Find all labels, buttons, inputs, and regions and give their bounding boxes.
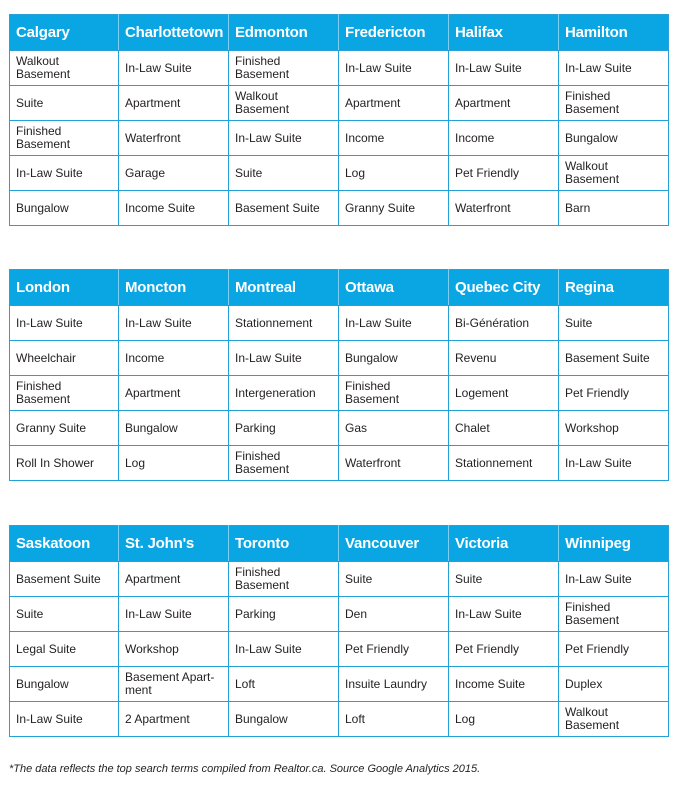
header-row xyxy=(10,270,669,306)
table-cell: Apartment xyxy=(119,86,229,121)
table-cell: Granny Suite xyxy=(10,411,119,446)
table-cell: In-Law Suite xyxy=(10,156,119,191)
table-cell: Loft xyxy=(339,702,449,737)
table-cell: Granny Suite xyxy=(339,191,449,226)
table-cell: Income Suite xyxy=(119,191,229,226)
table-row xyxy=(10,51,669,86)
table-cell: In-Law Suite xyxy=(449,51,559,86)
table-cell: Stationnement xyxy=(449,446,559,481)
table-cell: Bungalow xyxy=(10,191,119,226)
city-header: Winnipeg xyxy=(559,526,669,562)
table-cell: Finished Basement xyxy=(559,86,669,121)
table-row xyxy=(10,86,669,121)
table-cell: Basement Suite xyxy=(559,341,669,376)
table-cell: Finished Basement xyxy=(229,51,339,86)
table-cell: Walkout Basement xyxy=(10,51,119,86)
table-cell: Apartment xyxy=(339,86,449,121)
table-cell: In-Law Suite xyxy=(119,306,229,341)
table-cell: Log xyxy=(119,446,229,481)
table-cell: Income xyxy=(339,121,449,156)
table-cell: Walkout Basement xyxy=(559,702,669,737)
table-cell: Workshop xyxy=(559,411,669,446)
city-header: Toronto xyxy=(229,526,339,562)
table-row xyxy=(10,632,669,667)
city-header: Calgary xyxy=(10,15,119,51)
table-cell: Pet Friendly xyxy=(449,156,559,191)
table-cell: In-Law Suite xyxy=(339,306,449,341)
table-cell: Legal Suite xyxy=(10,632,119,667)
table-cell: In-Law Suite xyxy=(10,702,119,737)
city-header: Halifax xyxy=(449,15,559,51)
table-cell: In-Law Suite xyxy=(229,121,339,156)
city-header: Ottawa xyxy=(339,270,449,306)
table-cell: Bungalow xyxy=(339,341,449,376)
table-cell: Log xyxy=(449,702,559,737)
city-header: Montreal xyxy=(229,270,339,306)
table-cell: Bungalow xyxy=(229,702,339,737)
table-cell: Suite xyxy=(229,156,339,191)
table-row xyxy=(10,191,669,226)
table-cell: Walkout Basement xyxy=(559,156,669,191)
table-cell: Bungalow xyxy=(559,121,669,156)
city-header: St. John's xyxy=(119,526,229,562)
table-cell: Suite xyxy=(10,86,119,121)
table-row xyxy=(10,376,669,411)
footnote: *The data reflects the top search terms compiled from Realtor.ca. Source Google Analytics 2015. xyxy=(9,763,481,775)
table-cell: Parking xyxy=(229,411,339,446)
city-header: Moncton xyxy=(119,270,229,306)
table-cell: Income xyxy=(449,121,559,156)
table-cell: Apartment xyxy=(119,562,229,597)
table-row xyxy=(10,156,669,191)
table-cell: Duplex xyxy=(559,667,669,702)
table-cell: Log xyxy=(339,156,449,191)
table-cell: Income xyxy=(119,341,229,376)
table-cell: In-Law Suite xyxy=(119,51,229,86)
table-cell: Pet Friendly xyxy=(339,632,449,667)
table-cell: In-Law Suite xyxy=(10,306,119,341)
table-cell: Basement Suite xyxy=(10,562,119,597)
table-row xyxy=(10,446,669,481)
table-cell: Finished Basement xyxy=(10,121,119,156)
city-header: London xyxy=(10,270,119,306)
table-cell: Roll In Shower xyxy=(10,446,119,481)
table-cell: Suite xyxy=(339,562,449,597)
table-cell: Income Suite xyxy=(449,667,559,702)
city-header: Hamilton xyxy=(559,15,669,51)
table-cell: Finished Basement xyxy=(339,376,449,411)
table-cell: Finished Basement xyxy=(229,446,339,481)
table-cell: Bi-Génération xyxy=(449,306,559,341)
city-header: Vancouver xyxy=(339,526,449,562)
table-cell: Den xyxy=(339,597,449,632)
table-row xyxy=(10,562,669,597)
table-cell: Finished Basement xyxy=(559,597,669,632)
table-cell: Wheelchair xyxy=(10,341,119,376)
table-cell: Logement xyxy=(449,376,559,411)
table-cell: Walkout Basement xyxy=(229,86,339,121)
table-cell: 2 Apartment xyxy=(119,702,229,737)
table-cell: Revenu xyxy=(449,341,559,376)
header-row xyxy=(10,526,669,562)
table-cell: In-Law Suite xyxy=(449,597,559,632)
table-cell: Pet Friendly xyxy=(559,376,669,411)
table-cell: In-Law Suite xyxy=(559,51,669,86)
city-header: Victoria xyxy=(449,526,559,562)
table-cell: Suite xyxy=(559,306,669,341)
city-header: Edmonton xyxy=(229,15,339,51)
table-cell: In-Law Suite xyxy=(229,632,339,667)
table-cell: Gas xyxy=(339,411,449,446)
table-cell: In-Law Suite xyxy=(339,51,449,86)
search-terms-table-2 xyxy=(9,269,669,481)
table-cell: Waterfront xyxy=(339,446,449,481)
table-row xyxy=(10,597,669,632)
table-cell: Waterfront xyxy=(449,191,559,226)
table-row xyxy=(10,702,669,737)
table-cell: Garage xyxy=(119,156,229,191)
table-cell: Pet Friendly xyxy=(449,632,559,667)
table-cell: In-Law Suite xyxy=(229,341,339,376)
table-cell: Apartment xyxy=(119,376,229,411)
table-cell: Bungalow xyxy=(119,411,229,446)
search-terms-table-1 xyxy=(9,14,669,226)
table-cell: In-Law Suite xyxy=(119,597,229,632)
table-row xyxy=(10,121,669,156)
table-cell: In-Law Suite xyxy=(559,562,669,597)
table-cell: Finished Basement xyxy=(10,376,119,411)
table-cell: Bungalow xyxy=(10,667,119,702)
table-row xyxy=(10,667,669,702)
table-cell: In-Law Suite xyxy=(559,446,669,481)
table-cell: Parking xyxy=(229,597,339,632)
table-cell: Basement Apart-ment xyxy=(119,667,229,702)
city-header: Saskatoon xyxy=(10,526,119,562)
city-header: Fredericton xyxy=(339,15,449,51)
header-row xyxy=(10,15,669,51)
city-header: Charlottetown xyxy=(119,15,229,51)
table-row xyxy=(10,411,669,446)
table-cell: Finished Basement xyxy=(229,562,339,597)
city-header: Regina xyxy=(559,270,669,306)
table-cell: Intergeneration xyxy=(229,376,339,411)
table-cell: Suite xyxy=(449,562,559,597)
table-cell: Chalet xyxy=(449,411,559,446)
table-row xyxy=(10,341,669,376)
table-cell: Loft xyxy=(229,667,339,702)
table-cell: Insuite Laundry xyxy=(339,667,449,702)
city-header: Quebec City xyxy=(449,270,559,306)
table-cell: Apartment xyxy=(449,86,559,121)
search-terms-table-3 xyxy=(9,525,669,737)
table-row xyxy=(10,306,669,341)
table-cell: Pet Friendly xyxy=(559,632,669,667)
table-cell: Waterfront xyxy=(119,121,229,156)
table-cell: Stationnement xyxy=(229,306,339,341)
table-cell: Workshop xyxy=(119,632,229,667)
table-cell: Basement Suite xyxy=(229,191,339,226)
table-cell: Suite xyxy=(10,597,119,632)
table-cell: Barn xyxy=(559,191,669,226)
